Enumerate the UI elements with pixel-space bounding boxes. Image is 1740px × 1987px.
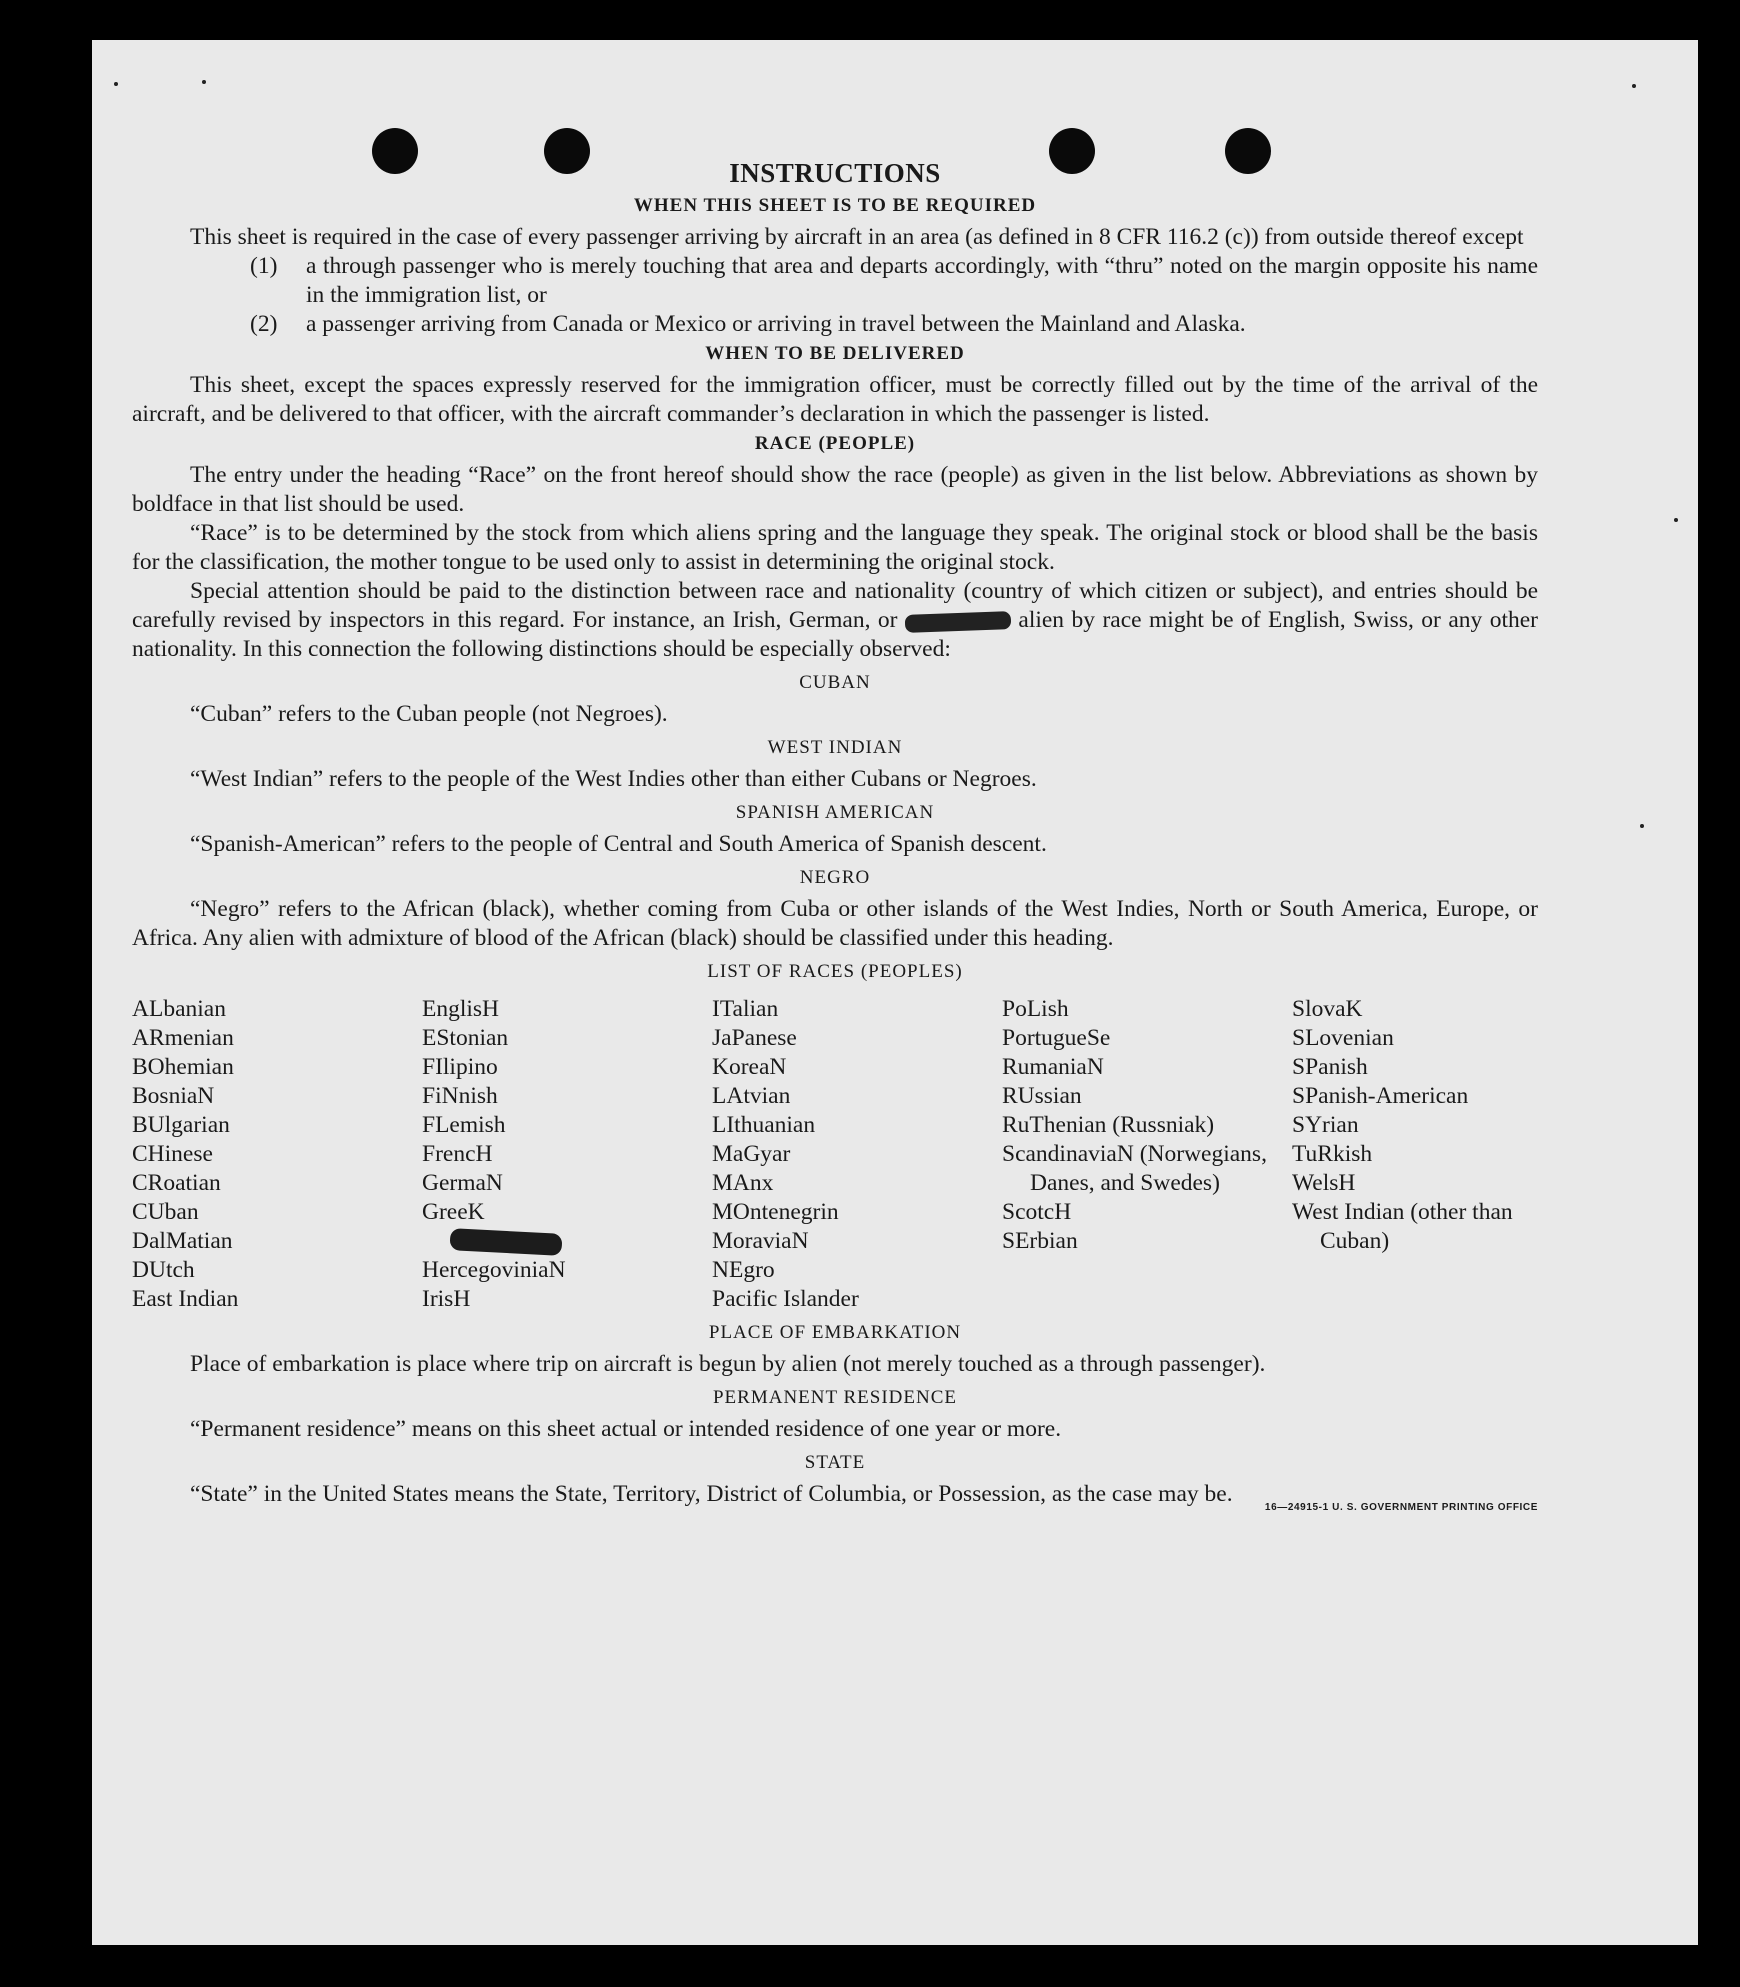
race-item: SLovenian bbox=[1292, 1025, 1394, 1051]
race-item: MOntenegrin bbox=[712, 1199, 839, 1225]
race-item: LAtvian bbox=[712, 1083, 791, 1109]
section-heading: STATE bbox=[804, 1452, 866, 1473]
race-item: NEgro bbox=[712, 1257, 775, 1283]
race-item: SPanish-American bbox=[1292, 1083, 1469, 1109]
race-item: RUssian bbox=[1002, 1083, 1082, 1109]
race-item: BUlgarian bbox=[132, 1112, 230, 1138]
race-item: FLemish bbox=[422, 1112, 506, 1138]
paragraph: “Spanish-American” refers to the people of Central and South America of Spanish descent. bbox=[190, 831, 1047, 857]
race-item: IrisH bbox=[422, 1286, 471, 1312]
speck bbox=[114, 82, 118, 86]
item-number: (2) bbox=[250, 311, 278, 337]
race-item: GermaN bbox=[422, 1170, 503, 1196]
item-text: a passenger arriving from Canada or Mexico or arriving in travel between the Mainland and Alaska. bbox=[306, 311, 1246, 337]
race-item: East Indian bbox=[132, 1286, 239, 1312]
race-item: FrencH bbox=[422, 1141, 493, 1167]
list-item bbox=[132, 252, 1538, 310]
race-item: GreeK bbox=[422, 1199, 485, 1225]
speck bbox=[1632, 84, 1636, 88]
speck bbox=[1674, 518, 1678, 522]
paragraph: Place of embarkation is place where trip on aircraft is begun by alien (not merely touched as a through passenger). bbox=[190, 1351, 1266, 1377]
race-item: CHinese bbox=[132, 1141, 213, 1167]
speck bbox=[1640, 824, 1644, 828]
instructions-content bbox=[132, 158, 1538, 1513]
redaction-mark bbox=[450, 1228, 563, 1256]
race-item: SlovaK bbox=[1292, 996, 1363, 1022]
race-item: SYrian bbox=[1292, 1112, 1359, 1138]
race-item: BosniaN bbox=[132, 1083, 215, 1109]
race-item: BOhemian bbox=[132, 1054, 234, 1080]
paragraph-part: Special attention should be paid to the distinction between race and nationality (country of which citizen or subject), and entries should be carefully revised by inspectors in this regard. For instance, an Irish, German, or bbox=[132, 578, 1538, 633]
redaction-mark bbox=[905, 611, 1012, 633]
race-item: ARmenian bbox=[132, 1025, 234, 1051]
printer-imprint: 16—24915-1 U. S. GOVERNMENT PRINTING OFFICE bbox=[1264, 1502, 1538, 1513]
race-item: RumaniaN bbox=[1002, 1054, 1104, 1080]
section-heading: WEST INDIAN bbox=[767, 737, 903, 758]
page-title: INSTRUCTIONS bbox=[729, 158, 941, 188]
race-item: ScandinaviaN (Norwegians, Danes, and Swedes) bbox=[1002, 1141, 1267, 1196]
races-column bbox=[132, 995, 422, 1314]
paragraph: “Cuban” refers to the Cuban people (not Negroes). bbox=[190, 701, 668, 727]
race-item: MAnx bbox=[712, 1170, 774, 1196]
race-item: Pacific Islander bbox=[712, 1286, 859, 1312]
race-item: ScotcH bbox=[1002, 1199, 1072, 1225]
race-item: ITalian bbox=[712, 996, 779, 1022]
race-item: SErbian bbox=[1002, 1228, 1078, 1254]
paragraph: This sheet, except the spaces expressly reserved for the immigration officer, must be correctly filled out by the time of the arrival of the aircraft, and be delivered to that officer, with the aircraft commander’s declaration in which the passenger is listed. bbox=[132, 372, 1538, 427]
paragraph: “West Indian” refers to the people of the West Indies other than either Cubans or Negroes. bbox=[190, 766, 1037, 792]
race-item: DalMatian bbox=[132, 1228, 233, 1254]
races-column bbox=[1292, 995, 1542, 1314]
race-item: SPanish bbox=[1292, 1054, 1368, 1080]
item-text: a through passenger who is merely touching that area and departs accordingly, with “thru” noted on the margin opposite his name in the immigration list, or bbox=[306, 253, 1538, 308]
race-item: EStonian bbox=[422, 1025, 509, 1051]
paragraph: “State” in the United States means the State, Territory, District of Columbia, or Possession, as the case may be. bbox=[190, 1481, 1233, 1507]
paragraph: This sheet is required in the case of every passenger arriving by aircraft in an area (as defined in 8 CFR 116.2 (c)) from outside thereof except bbox=[190, 224, 1524, 250]
races-list bbox=[132, 995, 1538, 1314]
section-heading: CUBAN bbox=[799, 672, 871, 693]
race-item: EnglisH bbox=[422, 996, 500, 1022]
races-column bbox=[712, 995, 1002, 1314]
race-item: DUtch bbox=[132, 1257, 195, 1283]
section-heading: SPANISH AMERICAN bbox=[735, 802, 935, 823]
section-heading: WHEN TO BE DELIVERED bbox=[705, 343, 965, 364]
race-item: West Indian (other than Cuban) bbox=[1292, 1199, 1513, 1254]
race-item: JaPanese bbox=[712, 1025, 797, 1051]
paragraph-part: alien by race might be of English, Swiss, or any other nationality. In this connection the following distinctions should be especially observed: bbox=[132, 607, 1538, 662]
race-item: ALbanian bbox=[132, 996, 226, 1022]
section-heading: PERMANENT RESIDENCE bbox=[712, 1387, 958, 1408]
race-item: FiNnish bbox=[422, 1083, 498, 1109]
section-heading: WHEN THIS SHEET IS TO BE REQUIRED bbox=[633, 195, 1037, 216]
race-item: CUban bbox=[132, 1199, 199, 1225]
speck bbox=[202, 80, 206, 84]
section-heading: NEGRO bbox=[799, 867, 871, 888]
race-item: MoraviaN bbox=[712, 1228, 809, 1254]
race-item: KoreaN bbox=[712, 1054, 787, 1080]
race-item: HercegoviniaN bbox=[422, 1257, 566, 1283]
race-item: TuRkish bbox=[1292, 1141, 1373, 1167]
paragraph: The entry under the heading “Race” on the front hereof should show the race (people) as given in the list below. Abbreviations as shown by boldface in that list should be used. bbox=[132, 462, 1538, 517]
races-column bbox=[422, 995, 712, 1314]
section-heading: LIST OF RACES (PEOPLES) bbox=[707, 961, 963, 982]
paragraph: “Negro” refers to the African (black), whether coming from Cuba or other islands of the West Indies, North or South America, Europe, or Africa. Any alien with admixture of blood of the African (black) should be classified under this heading. bbox=[132, 896, 1538, 951]
item-number: (1) bbox=[250, 253, 278, 279]
race-item: MaGyar bbox=[712, 1141, 791, 1167]
races-column bbox=[1002, 995, 1292, 1314]
section-heading: RACE (PEOPLE) bbox=[754, 433, 916, 454]
race-item: PoLish bbox=[1002, 996, 1069, 1022]
paragraph: “Permanent residence” means on this sheet actual or intended residence of one year or more. bbox=[190, 1416, 1062, 1442]
race-item: LIthuanian bbox=[712, 1112, 816, 1138]
paragraph: “Race” is to be determined by the stock from which aliens spring and the language they speak. The original stock or blood shall be the basis for the classification, the mother tongue to be used only to assist in determining the original stock. bbox=[132, 520, 1538, 575]
race-item: CRoatian bbox=[132, 1170, 221, 1196]
redacted-race-item bbox=[422, 1227, 712, 1256]
paragraph bbox=[132, 577, 1538, 664]
document-sheet bbox=[92, 40, 1698, 1945]
race-item: FIlipino bbox=[422, 1054, 498, 1080]
list-item bbox=[132, 310, 1538, 339]
race-item: WelsH bbox=[1292, 1170, 1356, 1196]
race-item: RuThenian (Russniak) bbox=[1002, 1112, 1215, 1138]
section-heading: PLACE OF EMBARKATION bbox=[708, 1322, 962, 1343]
race-item: PortugueSe bbox=[1002, 1025, 1111, 1051]
